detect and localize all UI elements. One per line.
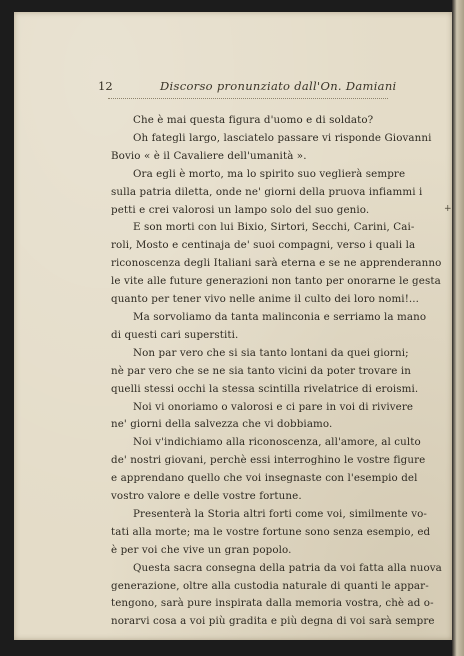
margin-mark: + <box>444 204 452 214</box>
text-line: Noi v'indichiamo alla riconoscenza, all'amore, al culto <box>133 436 421 449</box>
text-line: Oh fategli largo, lasciatelo passare vi risponde Giovanni <box>133 131 432 144</box>
text-line: di questi cari superstiti. <box>111 328 239 341</box>
text-line: E son morti con lui Bixio, Sirtori, Secchi, Carini, Cai- <box>133 221 415 234</box>
text-line: norarvi cosa a voi più gradita e più degna di voi sarà sempre <box>111 615 435 628</box>
running-title: Discorso pronunziato dall'On. Damiani <box>160 79 397 93</box>
text-line: è per voi che vive un gran popolo. <box>111 543 292 556</box>
text-line: ne' giorni della salvezza che vi dobbiamo. <box>111 418 333 431</box>
text-line: petti e crei valorosi un lampo solo del suo genio. <box>111 203 370 216</box>
text-line: tati alla morte; ma le vostre fortune sono senza esempio, ed <box>111 525 431 538</box>
text-line: Che è mai questa figura d'uomo e di soldato? <box>133 114 374 126</box>
text-line: sulla patria diletta, onde ne' giorni della pruova infiammi i <box>111 185 423 198</box>
text-line: riconoscenza degli Italiani sarà eterna e se ne apprenderanno <box>111 257 442 270</box>
text-line: Ma sorvoliamo da tanta malinconia e serriamo la mano <box>133 310 427 323</box>
text-line: vostro valore e delle vostre fortune. <box>111 490 302 503</box>
page-body-text <box>111 112 442 631</box>
header-rule <box>108 98 388 99</box>
text-line: e apprendano quello che voi insegnaste con l'esempio del <box>111 472 418 485</box>
text-line: Ora egli è morto, ma lo spirito suo veglierà sempre <box>133 167 406 180</box>
page-number: 12 <box>98 79 113 93</box>
text-line: quanto per tener vivo nelle anime il culto dei loro nomi!... <box>111 293 420 306</box>
text-line: nè par vero che se ne sia tanto vicini da poter trovare in <box>111 364 411 377</box>
text-line: generazione, oltre alla custodia naturale di quanti le appar- <box>111 579 429 592</box>
text-line: Presenterà la Storia altri forti come voi, similmente vo- <box>133 507 428 520</box>
text-line: Questa sacra consegna della patria da voi fatta alla nuova <box>133 561 442 574</box>
text-line: de' nostri giovani, perchè essi interroghino le vostre figure <box>111 454 426 467</box>
text-line: Bovio « è il Cavaliere dell'umanità ». <box>111 149 307 162</box>
adjacent-page-edge <box>452 0 464 656</box>
text-line: le vite alle future generazioni non tanto per onorarne le gesta <box>111 275 441 288</box>
text-line: tengono, sarà pure inspirata dalla memoria vostra, chè ad o- <box>111 597 434 610</box>
text-line: quelli stessi occhi la stessa scintilla rivelatrice di eroismi. <box>111 382 419 395</box>
text-line: Noi vi onoriamo o valorosi e ci pare in voi di rivivere <box>133 400 414 413</box>
text-line: roli, Mosto e centinaja de' suoi compagni, verso i quali la <box>111 239 416 252</box>
text-line: Non par vero che si sia tanto lontani da quei giorni; <box>133 346 409 359</box>
